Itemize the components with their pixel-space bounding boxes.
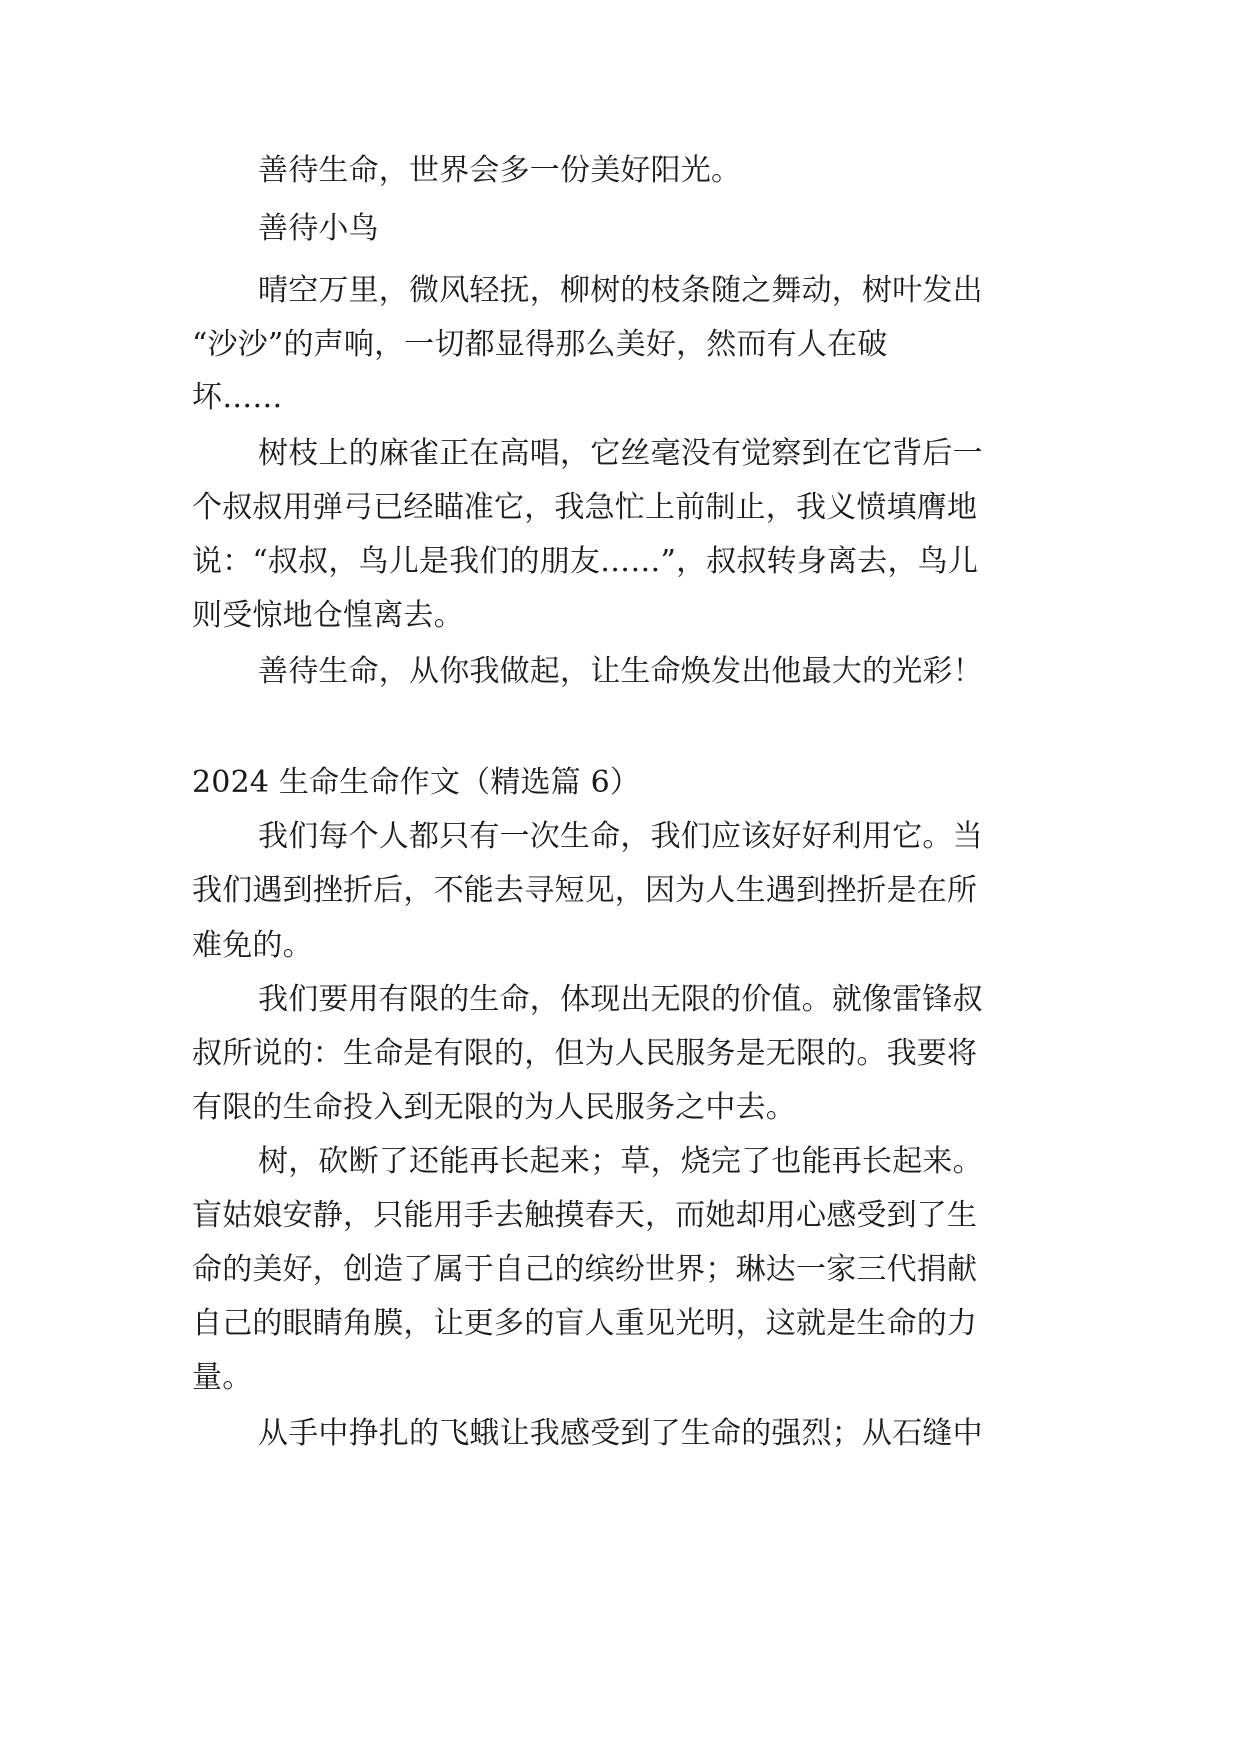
paragraph-line: 有限的生命投入到无限的为人民服务之中去。 [192,1090,796,1125]
paragraph-line: 叔所说的：生命是有限的，但为人民服务是无限的。我要将 [192,1036,978,1071]
paragraph-line: 个叔叔用弹弓已经瞄准它，我急忙上前制止，我义愤填膺地 [192,490,978,525]
section-heading: 2024 生命生命作文（精选篇 6） [192,765,641,800]
paragraph-line: 命的美好，创造了属于自己的缤纷世界；琳达一家三代捐献 [192,1252,978,1287]
paragraph-line: “沙沙”的声响，一切都显得那么美好，然而有人在破 [192,327,888,362]
paragraph-line: 难免的。 [192,928,313,963]
paragraph-line: 晴空万里，微风轻抚，柳树的枝条随之舞动，树叶发出 [258,273,983,308]
paragraph-line: 善待生命，世界会多一份美好阳光。 [258,153,742,188]
paragraph-line: 善待生命，从你我做起，让生命焕发出他最大的光彩！ [258,654,983,689]
paragraph-line: 盲姑娘安静，只能用手去触摸春天，而她却用心感受到了生 [192,1198,978,1233]
paragraph-line: 坏…… [192,380,283,415]
paragraph-line: 树，砍断了还能再长起来；草，烧完了也能再长起来。 [258,1144,983,1179]
subheading-line: 善待小鸟 [258,211,379,246]
paragraph-line: 树枝上的麻雀正在高唱，它丝毫没有觉察到在它背后一 [258,436,983,471]
paragraph-line: 量。 [192,1360,253,1395]
paragraph-line: 我们要用有限的生命，体现出无限的价值。就像雷锋叔 [258,982,983,1017]
paragraph-line: 我们遇到挫折后，不能去寻短见，因为人生遇到挫折是在所 [192,873,978,908]
paragraph-line: 自己的眼睛角膜，让更多的盲人重见光明，这就是生命的力 [192,1306,978,1341]
paragraph-line: 说：“叔叔，鸟儿是我们的朋友……”，叔叔转身离去，鸟儿 [192,544,979,579]
paragraph-line: 从手中挣扎的飞蛾让我感受到了生命的强烈；从石缝中 [258,1416,983,1451]
paragraph-line: 我们每个人都只有一次生命，我们应该好好利用它。当 [258,819,983,854]
paragraph-line: 则受惊地仓惶离去。 [192,598,464,633]
